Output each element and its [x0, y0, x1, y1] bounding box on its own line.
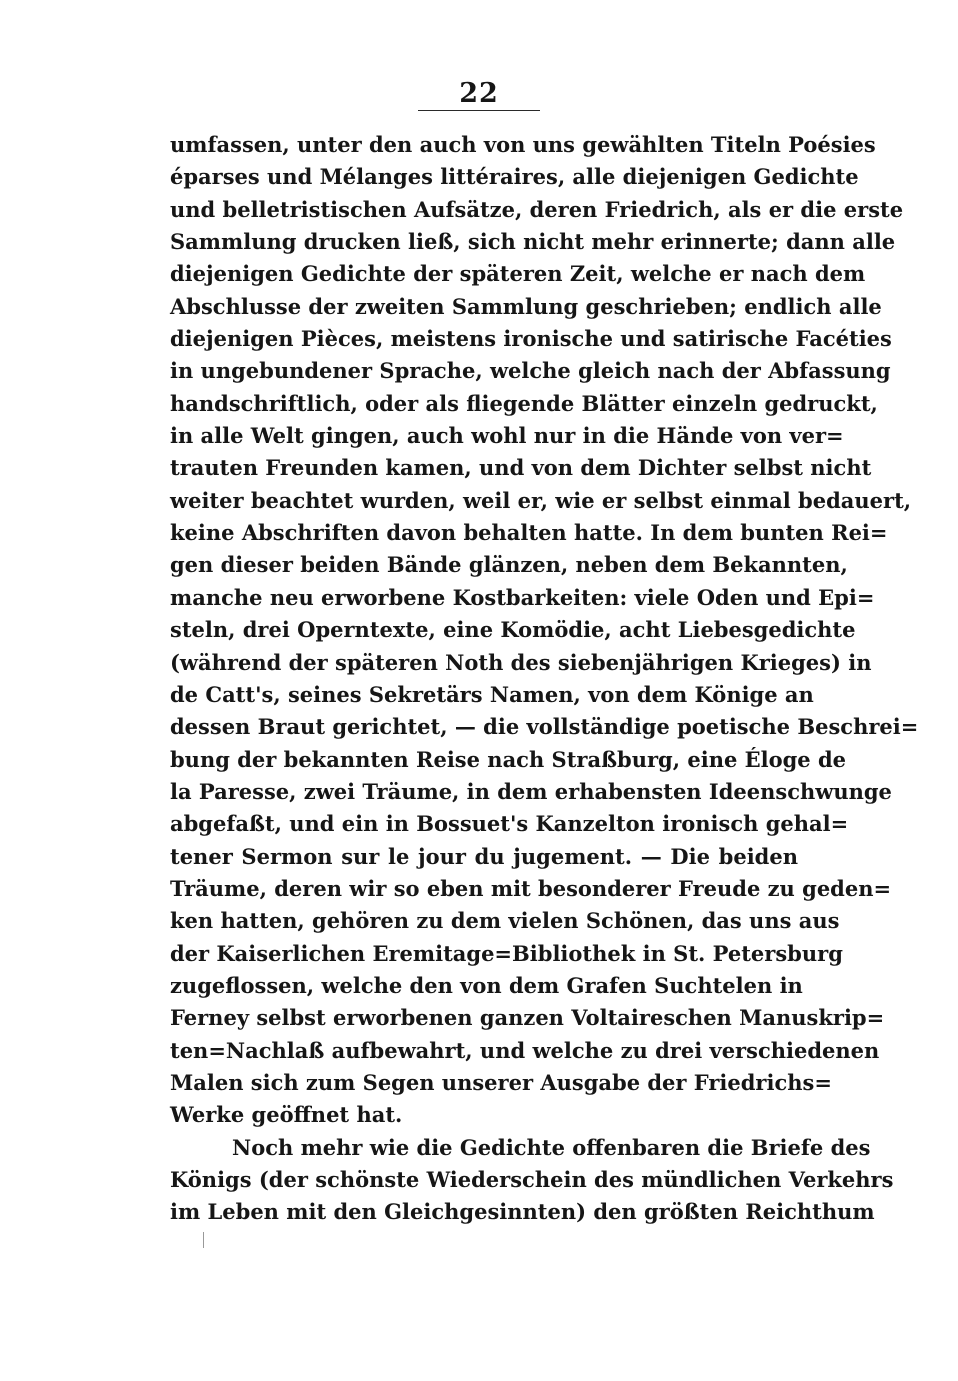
text-line: éparses und Mélanges littéraires, alle diejenigen Gedichte: [170, 164, 859, 190]
text-line: Träume, deren wir so eben mit besonderer Freude zu geden=: [170, 875, 892, 901]
text-line: keine Abschriften davon behalten hatte. In dem bunten Rei=: [170, 520, 888, 546]
text-line: der Kaiserlichen Eremitage=Bibliothek in St. Petersburg: [170, 940, 843, 966]
text-line: in alle Welt gingen, auch wohl nur in die Hände von ver=: [170, 423, 844, 449]
text-line: abgefaßt, und ein in Bossuet's Kanzelton ironisch gehal=: [170, 811, 849, 837]
text-line: und belletristischen Aufsätze, deren Friedrich, als er die erste: [170, 196, 904, 222]
text-line: tener Sermon sur le jour du jugement. — Die beiden: [170, 843, 798, 869]
body-text: [170, 129, 919, 1229]
text-line: weiter beachtet wurden, weil er, wie er selbst einmal bedauert,: [170, 487, 912, 513]
header-rule: [418, 110, 540, 111]
text-line: (während der späteren Noth des siebenjährigen Krieges) in: [170, 649, 872, 675]
text-line: Königs (der schönste Wiederschein des mündlichen Verkehrs: [170, 1167, 894, 1192]
text-line-paragraph-end: Werke geöffnet hat.: [170, 1102, 403, 1128]
scan-mark: [203, 1232, 204, 1248]
text-line: manche neu erworbene Kostbarkeiten: viele Oden und Epi=: [170, 584, 875, 610]
text-line: gen dieser beiden Bände glänzen, neben dem Bekannten,: [170, 552, 848, 578]
text-line: ten=Nachlaß aufbewahrt, und welche zu drei verschiedenen: [170, 1037, 880, 1063]
text-line: im Leben mit den Gleichgesinnten) den größten Reichthum: [170, 1199, 875, 1225]
text-line: dessen Braut gerichtet, — die vollständige poetische Beschrei=: [170, 714, 919, 740]
text-line: bung der bekannten Reise nach Straßburg, eine Éloge de: [170, 746, 847, 772]
page-number: 22: [459, 78, 499, 109]
text-line: la Paresse, zwei Träume, in dem erhabensten Ideenschwunge: [170, 778, 892, 804]
text-line: Malen sich zum Segen unserer Ausgabe der Friedrichs=: [170, 1069, 832, 1095]
text-line: diejenigen Gedichte der späteren Zeit, welche er nach dem: [170, 261, 866, 287]
text-line: diejenigen Pièces, meistens ironische und satirische Facéties: [170, 326, 892, 352]
text-line: ken hatten, gehören zu dem vielen Schönen, das uns aus: [170, 908, 840, 934]
text-line: steln, drei Operntexte, eine Komödie, acht Liebesgedichte: [170, 617, 856, 643]
text-line: zugeflossen, welche den von dem Grafen Suchtelen in: [170, 972, 803, 998]
text-line: de Catt's, seines Sekretärs Namen, von dem Könige an: [170, 681, 814, 707]
text-line: handschriftlich, oder als fliegende Blätter einzeln gedruckt,: [170, 390, 878, 416]
text-line-paragraph-start: Noch mehr wie die Gedichte offenbaren die Briefe des: [232, 1134, 871, 1160]
text-line: trauten Freunden kamen, und von dem Dichter selbst nicht: [170, 455, 872, 481]
text-line: Sammlung drucken ließ, sich nicht mehr erinnerte; dann alle: [170, 229, 896, 255]
text-line: Abschlusse der zweiten Sammlung geschrieben; endlich alle: [170, 293, 882, 319]
text-line: in ungebundener Sprache, welche gleich nach der Abfassung: [170, 358, 891, 384]
text-line: Ferney selbst erworbenen ganzen Voltaireschen Manuskrip=: [170, 1005, 885, 1031]
text-line: umfassen, unter den auch von uns gewählten Titeln Poésies: [170, 132, 876, 157]
